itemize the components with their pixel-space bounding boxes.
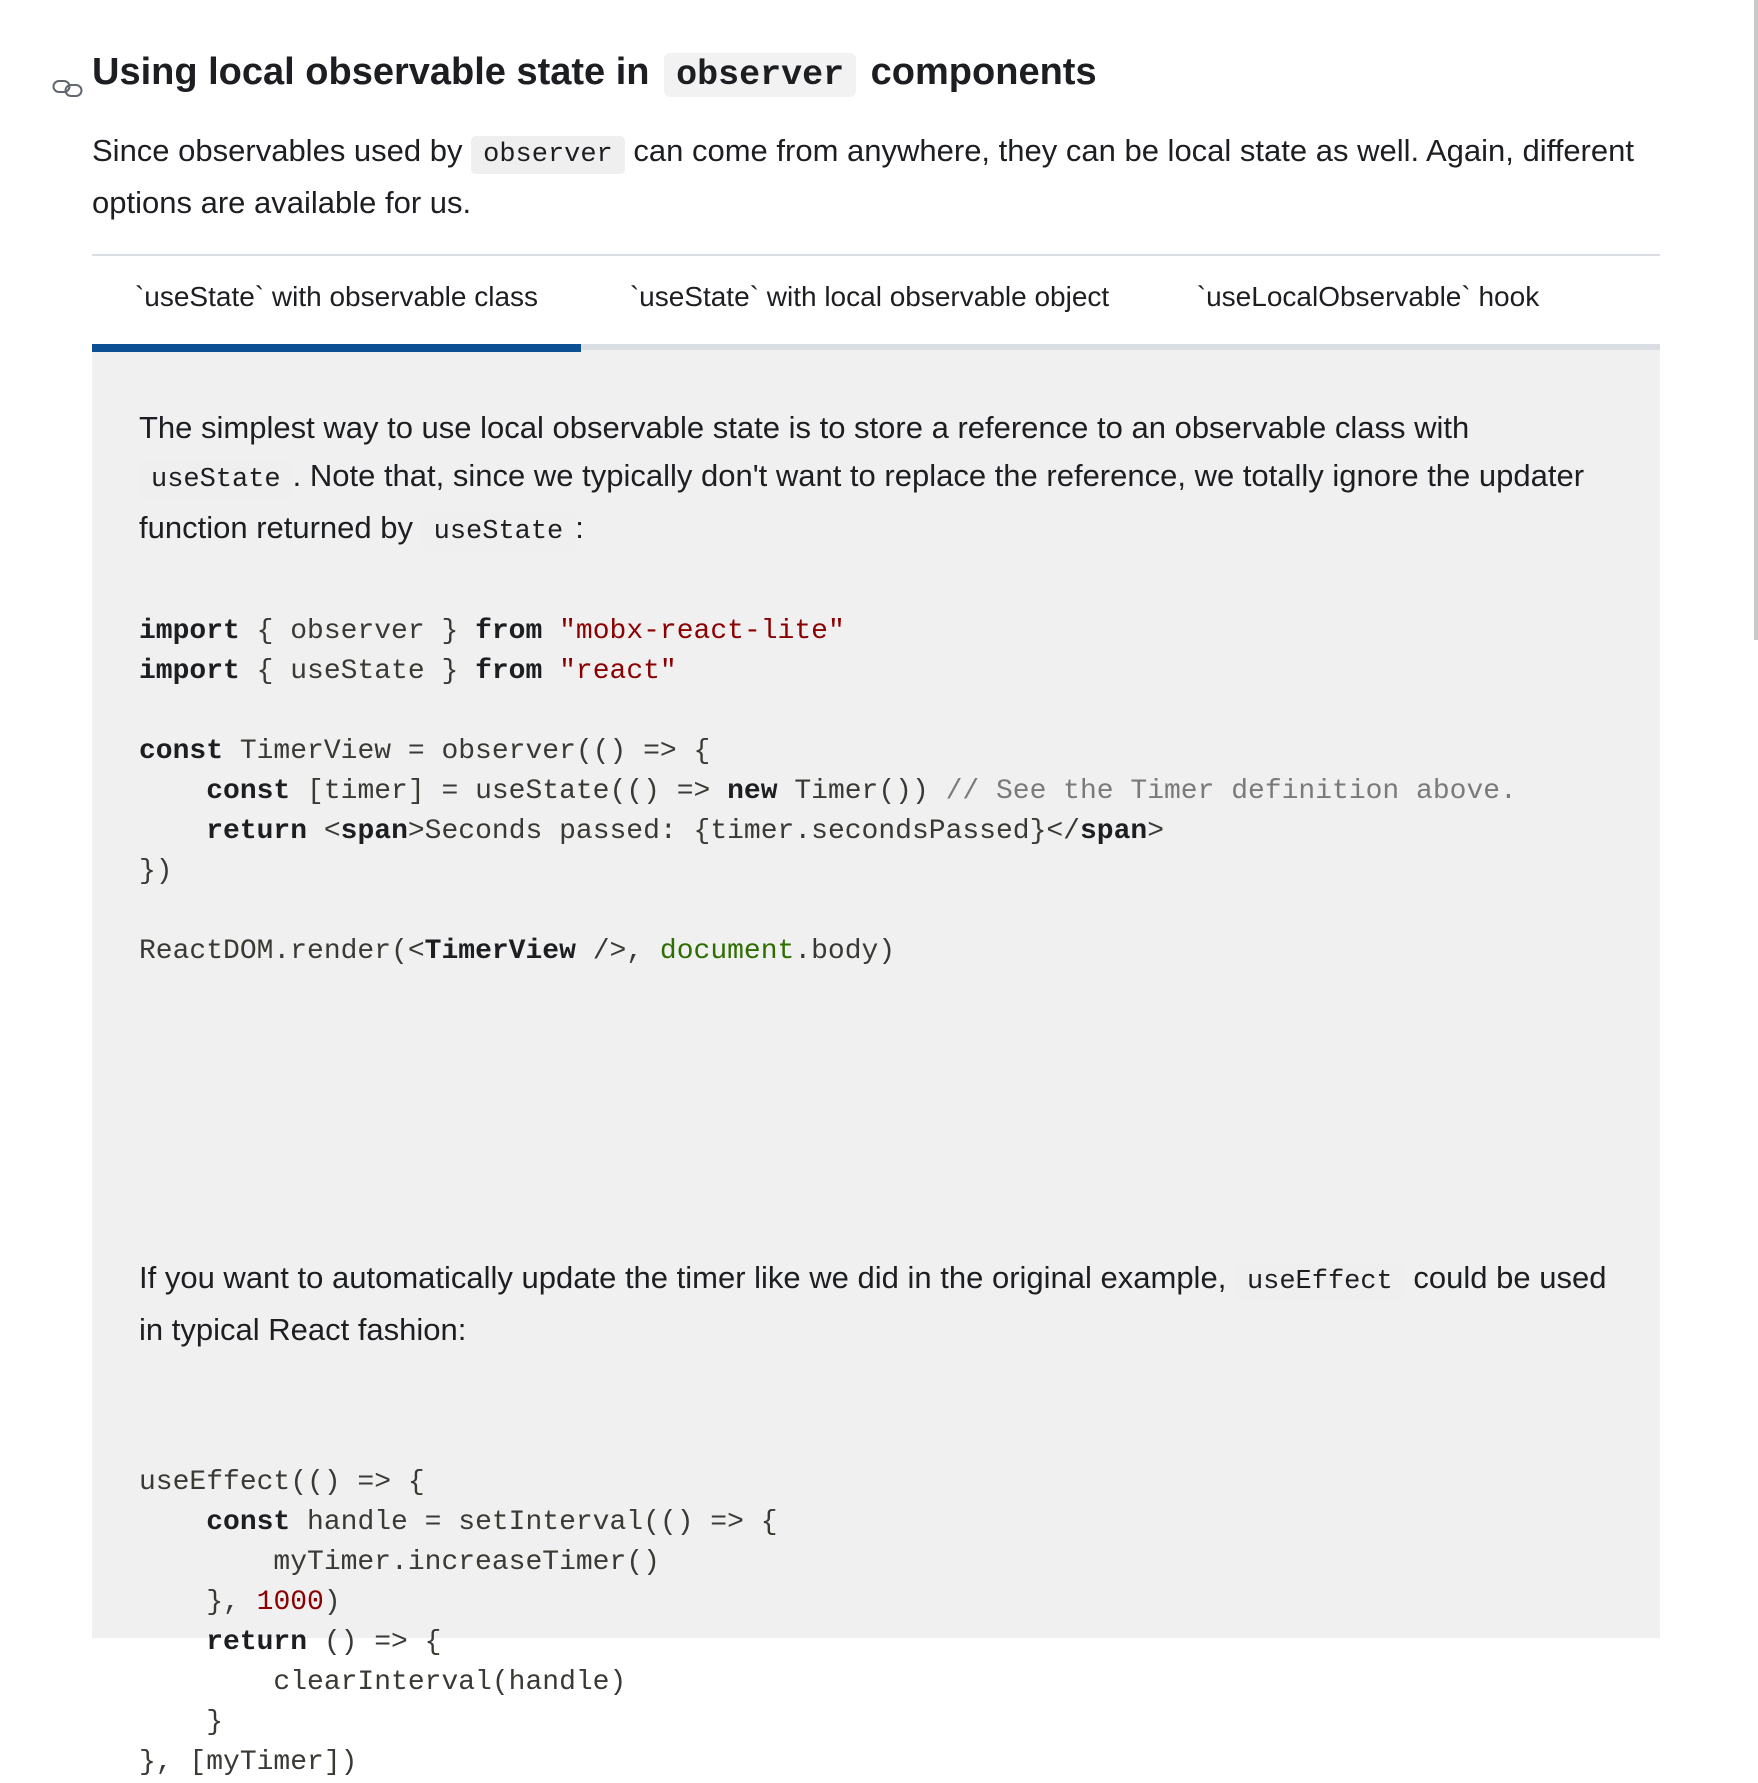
code-token: >	[1147, 816, 1165, 847]
doc-content	[92, 44, 1660, 1778]
intro-code: observer	[471, 136, 625, 174]
code-block-useeffect[interactable]	[139, 1463, 778, 1783]
code-comment: // See the Timer definition above.	[945, 776, 1517, 807]
heading-text-suffix: components	[870, 51, 1097, 93]
code-token: />,	[575, 936, 660, 967]
code-token: myTimer.increaseTimer()	[273, 1547, 660, 1578]
code-token: Timer())	[777, 776, 946, 807]
code-token: return	[206, 1627, 308, 1658]
code-token: },	[206, 1587, 257, 1618]
para2-text: If you want to automatically update the timer like we did in the original example,	[139, 1260, 1227, 1295]
link-icon[interactable]	[52, 60, 84, 84]
para1-text-3: :	[575, 510, 584, 545]
panel-paragraph-2	[139, 1254, 1617, 1354]
code-token: }, [myTimer])	[139, 1747, 358, 1778]
tab-usestate-local-observable-object[interactable]: `useState` with local observable object	[629, 281, 1110, 312]
para1-text-2: . Note that, since we typically don't want to replace the reference, we totally ignore the updater function returned by	[139, 458, 1585, 545]
code-token: <	[307, 816, 341, 847]
tab-list	[92, 254, 1660, 350]
code-token: new	[727, 776, 778, 807]
code-tag: span	[340, 816, 408, 847]
intro-text-2: can come from anywhere, they can be local state as well. Again, different options are available for us.	[92, 133, 1634, 220]
scrollbar-thumb[interactable]	[1754, 0, 1758, 640]
code-token: >Seconds passed: {timer.secondsPassed}</	[407, 816, 1080, 847]
code-token: [timer] = useState(() =>	[290, 776, 728, 807]
code-number: 1000	[256, 1587, 324, 1618]
heading-text: Using local observable state in	[92, 51, 650, 93]
code-token: TimerView = observer(() => {	[223, 736, 711, 767]
code-token: { useState }	[239, 656, 476, 687]
tabs-container	[92, 254, 1660, 1778]
code-token: clearInterval(handle)	[273, 1667, 627, 1698]
code-token: import	[139, 616, 240, 647]
code-block-timerview[interactable]	[139, 612, 1517, 972]
code-token: const	[206, 776, 291, 807]
para1-text: The simplest way to use local observable state is to store a reference to an observable class with	[139, 410, 1470, 445]
code-string: "react"	[559, 656, 677, 687]
code-string: "mobx-react-lite"	[559, 616, 845, 647]
code-token: handle = setInterval(() => {	[290, 1507, 778, 1538]
code-token: useEffect(() => {	[139, 1467, 425, 1498]
tab-usestate-observable-class[interactable]: `useState` with observable class	[92, 256, 581, 346]
code-builtin: document	[659, 936, 795, 967]
code-token: .body)	[794, 936, 896, 967]
code-token: () => {	[307, 1627, 442, 1658]
code-tag: span	[1079, 816, 1148, 847]
intro-paragraph	[92, 127, 1660, 227]
panel-paragraph-1	[139, 404, 1617, 556]
code-token: const	[206, 1507, 291, 1538]
code-token: import	[139, 656, 240, 687]
para1-code-usestate: useState	[139, 461, 293, 499]
code-token: const	[139, 736, 224, 767]
tab-panel	[139, 404, 1617, 1778]
code-token: })	[139, 856, 173, 887]
code-token: from	[475, 616, 543, 647]
code-token: from	[475, 656, 543, 687]
code-token: }	[206, 1707, 224, 1738]
para1-code-usestate-2: useState	[422, 513, 576, 551]
para2-text-2: could be used in typical React fashion:	[139, 1260, 1607, 1347]
code-tag: TimerView	[424, 936, 576, 967]
para2-code-useeffect: useEffect	[1235, 1263, 1405, 1301]
code-token: ReactDOM.render(<	[139, 936, 425, 967]
intro-text: Since observables used by	[92, 133, 463, 168]
tab-uselocalobservable-hook[interactable]: `useLocalObservable` hook	[1196, 281, 1540, 312]
heading-code: observer	[664, 53, 856, 97]
code-token: )	[323, 1587, 341, 1618]
section-heading	[92, 44, 1660, 103]
code-token: return	[206, 816, 308, 847]
code-token: { observer }	[239, 616, 476, 647]
